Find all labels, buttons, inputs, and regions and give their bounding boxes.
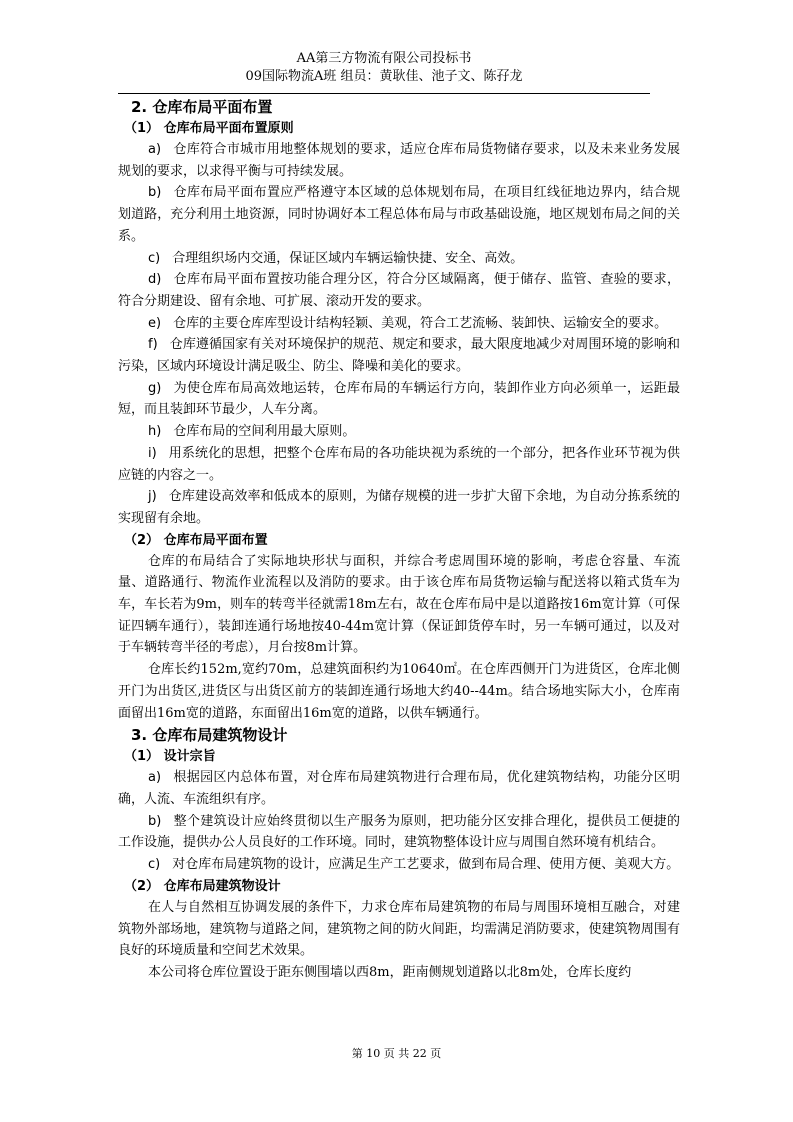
- item-label: b): [148, 185, 162, 201]
- header-subtitle: 09国际物流A班 组员：黄耿佳、池子文、陈孖龙: [245, 69, 523, 84]
- section-heading: 3. 仓库布局建筑物设计: [131, 726, 288, 745]
- item-label: a): [148, 142, 162, 157]
- paragraph-text: 用系统化的思想，把整个仓库布局的各功能块视为系统的一个部分，把各作业环节视为供应链的内容之一。: [118, 445, 680, 483]
- paragraph-text: 本公司将仓库位置设于距东侧围墙以西8m，距南侧规划道路以北8m处，仓库长度约: [148, 964, 632, 980]
- subsection-heading: （2） 仓库布局建筑物设计: [124, 878, 281, 894]
- paragraph-text: 仓库长约152m,宽约70m，总建筑面积约为10640㎡。在仓库西侧开门为进货区，仓库北侧开门为出货区,进货区与出货区前方的装卸连通行场地大约40--44m。结合场地实际大小，仓库南面留出16m宽的道路，东面留出16m宽的道路，以供车辆通行。: [118, 662, 680, 721]
- paragraph: [118, 139, 680, 182]
- item-label: d): [148, 272, 162, 288]
- paragraph-text: 仓库的布局结合了实际地块形状与面积，并综合考虑周围环境的影响，考虑仓容量、车流量、道路通行、物流作业流程以及消防的要求。由于该仓库布局货物运输与配送将以箱式货车为车，车长若为9m，则车的转弯半径就需18m左右，故在仓库布局中是以道路按16m宽计算（可保证四辆车通行），装卸连通行场地按40-44m宽计算（保证卸货停车时，另一车辆可通过，以及对于车辆转弯半径的考虑），月台按8m计算。: [118, 553, 680, 656]
- item-label: e): [148, 315, 162, 331]
- paragraph: [118, 854, 680, 876]
- document-body: [118, 96, 680, 984]
- paragraph-text: 仓库的主要仓库库型设计结构轻颖、美观，符合工艺流畅、装卸快、运输安全的要求。: [173, 315, 668, 331]
- paragraph: [118, 248, 680, 270]
- paragraph: [118, 811, 680, 854]
- paragraph-text: 根据园区内总体布置，对仓库布局建筑物进行合理布局，优化建筑物结构，功能分区明确，人流、车流组织有序。: [118, 770, 680, 807]
- paragraph-text: 仓库布局平面布置按功能合理分区，符合分区域隔离，便于储存、监管、查验的要求，符合分期建设、留有余地、可扩展、滚动开发的要求。: [118, 272, 680, 309]
- item-label: i): [148, 445, 157, 461]
- item-label: c): [148, 857, 161, 873]
- paragraph: [118, 378, 680, 421]
- paragraph: [118, 486, 680, 529]
- paragraph: [118, 269, 680, 312]
- section-heading: 2. 仓库布局平面布置: [131, 98, 273, 116]
- item-label: h): [148, 424, 162, 440]
- paragraph-text: 在人与自然相互协调发展的条件下，力求仓库布局建筑物的布局与周围环境相互融合，对建筑物外部场地，建筑物与道路之间，建筑物之间的防火间距，均需满足消防要求，使建筑物周围有良好的环境质量和空间艺术效果。: [118, 899, 680, 959]
- paragraph: [118, 659, 680, 724]
- paragraph: [118, 962, 680, 984]
- paragraph: [118, 443, 680, 486]
- paragraph-text: 合理组织场内交通，保证区域内车辆运输快捷、安全、高效。: [172, 250, 524, 266]
- header-rule: [118, 93, 650, 94]
- header-title: AA第三方物流有限公司投标书: [296, 51, 472, 66]
- page-footer: [0, 1045, 793, 1061]
- subsection-heading: （1） 设计宗旨: [124, 749, 216, 765]
- paragraph-text: 为使仓库布局高效地运转，仓库布局的车辆运行方向，装卸作业方向必须单一，运距最短，而且装卸环节最少，人车分离。: [118, 380, 680, 418]
- paragraph: [118, 182, 680, 247]
- page-number: 第 10 页 共 22 页: [351, 1047, 442, 1060]
- paragraph-text: 仓库布局的空间利用最大原则。: [173, 424, 356, 440]
- paragraph-text: 仓库遵循国家有关对环境保护的规范、规定和要求，最大限度地减少对周围环境的影响和污染，区域内环境设计满足吸尘、防尘、降噪和美化的要求。: [118, 337, 680, 375]
- paragraph-text: 对仓库布局建筑物的设计，应满足生产工艺要求，做到布局合理、使用方便、美观大方。: [172, 857, 680, 873]
- paragraph-text: 整个建筑设计应始终贯彻以生产服务为原则，把功能分区安排合理化，提供员工便捷的工作设施，提供办公人员良好的工作环境。同时，建筑物整体设计应与周围自然环境有机结合。: [118, 813, 680, 851]
- paragraph: [118, 551, 680, 660]
- paragraph: [118, 421, 680, 443]
- paragraph-text: 仓库建设高效率和低成本的原则，为储存规模的进一步扩大留下余地，为自动分拣系统的实现留有余地。: [118, 489, 680, 526]
- subsection-heading: （1） 仓库布局平面布置原则: [124, 121, 294, 136]
- item-label: a): [148, 770, 162, 786]
- paragraph: [118, 767, 680, 810]
- paragraph: [118, 897, 680, 962]
- paragraph: [118, 334, 680, 377]
- paragraph-text: 仓库符合市城市用地整体规划的要求，适应仓库布局货物储存要求，以及未来业务发展规划的要求，以求得平衡与可持续发展。: [118, 142, 680, 179]
- paragraph: [118, 313, 680, 335]
- page-header: [118, 50, 650, 86]
- item-label: b): [148, 813, 162, 829]
- item-label: c): [148, 250, 161, 266]
- subsection-heading: （2） 仓库布局平面布置: [124, 532, 268, 548]
- item-label: g): [148, 380, 162, 396]
- paragraph-text: 仓库布局平面布置应严格遵守本区域的总体规划布局，在项目红线征地边界内，结合规划道路，充分利用土地资源，同时协调好本工程总体布局与市政基础设施，地区规划布局之间的关系。: [118, 185, 680, 244]
- item-label: j): [148, 489, 157, 505]
- item-label: f): [148, 337, 158, 353]
